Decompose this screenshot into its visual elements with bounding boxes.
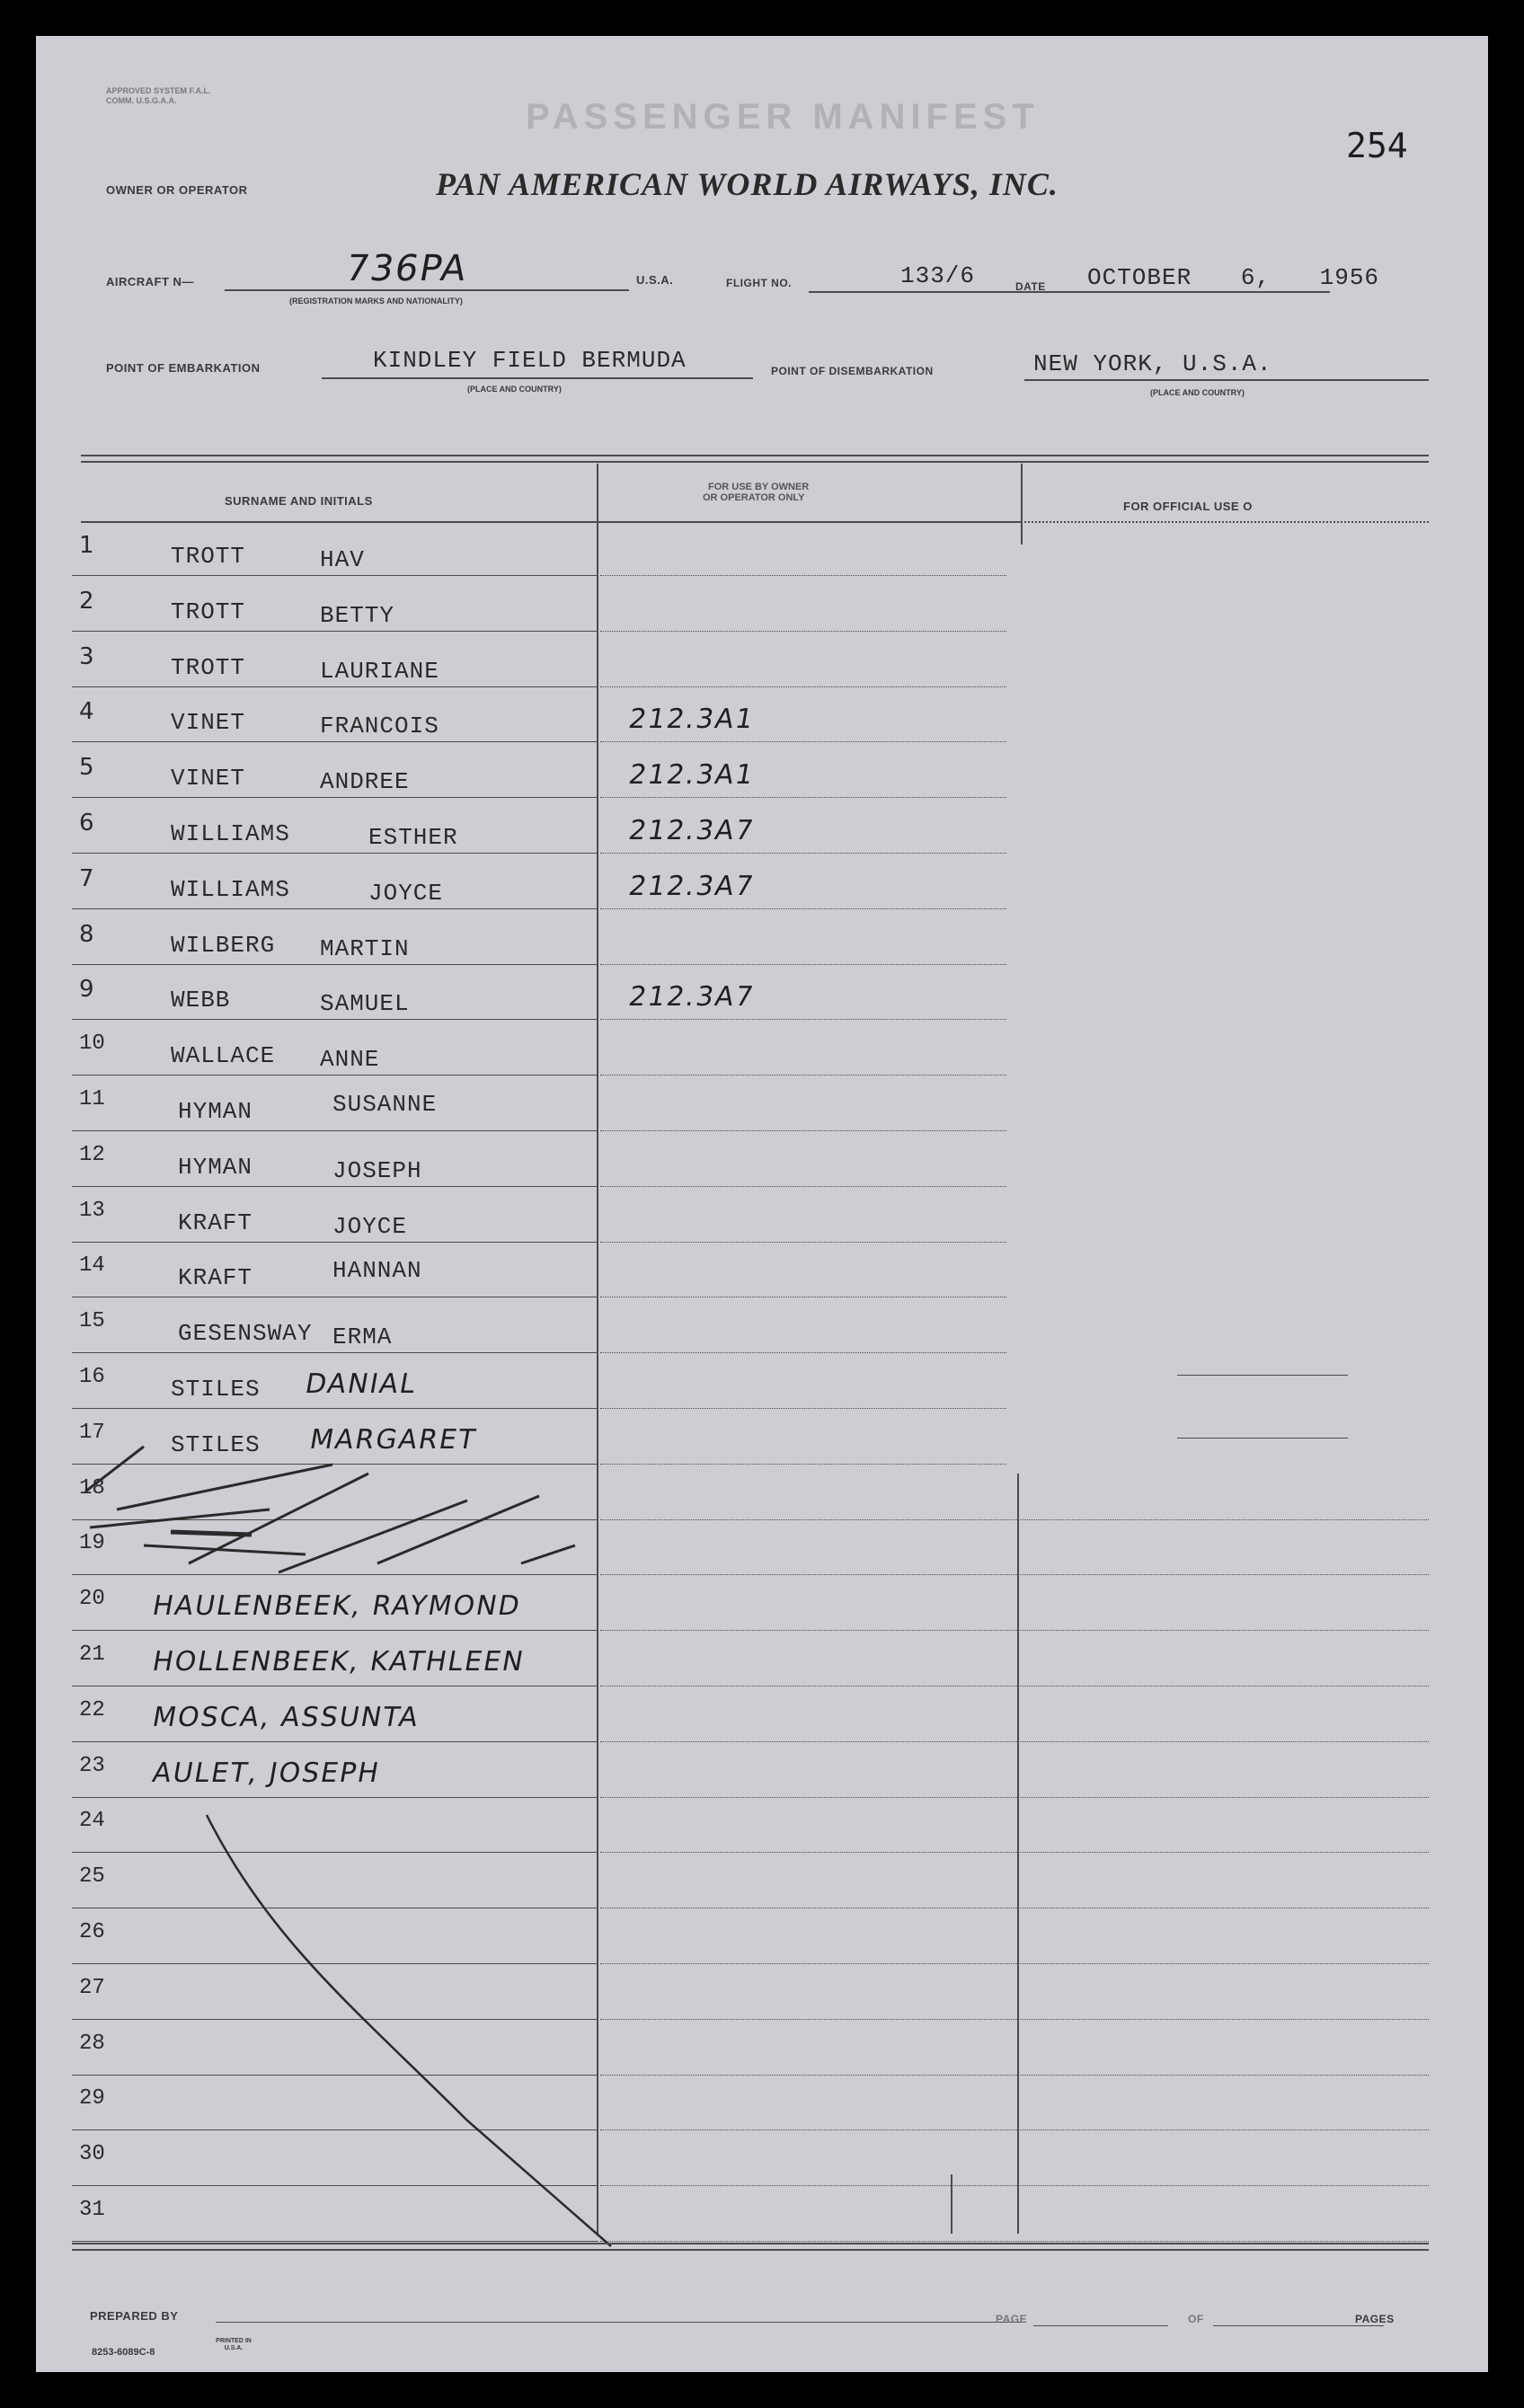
row-number: 26 <box>79 1920 105 1944</box>
row-number: 6 <box>79 810 94 837</box>
embark-sublabel: (PLACE AND COUNTRY) <box>467 385 562 394</box>
passenger-surname: HYMAN <box>178 1153 253 1181</box>
row-number: 19 <box>79 1531 105 1556</box>
passenger-given-name: MARGARET <box>306 1423 480 1456</box>
passenger-given-name: ANDREE <box>320 768 410 796</box>
page-number: 254 <box>1346 126 1408 165</box>
cancel-strokes <box>36 36 1488 2372</box>
passenger-surname: TROTT <box>171 543 246 570</box>
passenger-surname: VINET <box>171 765 246 792</box>
passenger-given-name: ANNE <box>320 1046 380 1074</box>
aircraft-value: 736PA <box>341 248 472 289</box>
col-surname-header: SURNAME AND INITIALS <box>225 494 373 508</box>
usa-label: U.S.A. <box>636 273 674 287</box>
row-number: 25 <box>79 1864 105 1890</box>
row-number: 9 <box>79 976 94 1004</box>
row-number: 3 <box>79 642 94 670</box>
row-number: 11 <box>79 1087 105 1111</box>
passenger-given-name: JOYCE <box>368 879 444 907</box>
row-number: 18 <box>79 1475 105 1501</box>
passenger-given-name: DANIAL <box>302 1368 420 1400</box>
passenger-given-name: SUSANNE <box>332 1091 438 1118</box>
passenger-surname: WEBB <box>171 987 231 1014</box>
passenger-given-name: JOYCE <box>332 1212 408 1240</box>
passenger-surname: HYMAN <box>178 1098 253 1125</box>
passenger-surname: TROTT <box>171 598 246 625</box>
row-number: 4 <box>79 698 94 726</box>
prepared-by-label: PREPARED BY <box>90 2309 179 2323</box>
passenger-surname: KRAFT <box>178 1264 253 1292</box>
passenger-given-name: ERMA <box>332 1324 393 1351</box>
owner-value: PAN AMERICAN WORLD AIRWAYS, INC. <box>436 166 1059 202</box>
passenger-given-name: BETTY <box>320 601 395 629</box>
row-number: 8 <box>79 920 94 948</box>
col-official-header: FOR OFFICIAL USE O <box>1123 500 1253 513</box>
passenger-surname: KRAFT <box>178 1208 253 1236</box>
passenger-surname: WILLIAMS <box>171 875 290 903</box>
row-number: 1 <box>79 532 94 559</box>
passenger-given-name: HAV <box>320 546 365 573</box>
row-number: 12 <box>79 1142 105 1167</box>
row-number: 31 <box>79 2198 105 2222</box>
row-number: 5 <box>79 754 94 782</box>
row-number: 27 <box>79 1975 105 2000</box>
row-number: 29 <box>79 2086 105 2111</box>
row-number: 2 <box>79 587 94 615</box>
row-number: 30 <box>79 2142 105 2167</box>
disembark-label: POINT OF DISEMBARKATION <box>771 365 934 377</box>
printer-stamp: PRINTED IN U.S.A. <box>216 2338 252 2351</box>
passenger-given-name: JOSEPH <box>332 1156 422 1184</box>
col-operator-header-1: FOR USE BY OWNER <box>708 482 810 492</box>
row-number: 24 <box>79 1809 105 1834</box>
aircraft-label: AIRCRAFT N— <box>106 275 194 288</box>
operator-code: 212.3A1 <box>625 704 758 736</box>
operator-code: 212.3A7 <box>625 870 758 902</box>
flight-number: 133/6 <box>900 262 976 289</box>
embark-value: KINDLEY FIELD BERMUDA <box>373 347 687 374</box>
passenger-surname: WILLIAMS <box>171 820 290 847</box>
row-number: 16 <box>79 1365 105 1389</box>
col-operator-header-2: OR OPERATOR ONLY <box>703 492 805 503</box>
row-number: 22 <box>79 1697 105 1722</box>
passenger-surname: TROTT <box>171 653 246 681</box>
row-number: 10 <box>79 1031 105 1057</box>
passenger-given-name: HANNAN <box>332 1257 422 1285</box>
flight-label: FLIGHT NO. <box>726 277 792 289</box>
operator-code: 212.3A7 <box>625 981 758 1014</box>
row-number: 20 <box>79 1587 105 1612</box>
row-number: 15 <box>79 1309 105 1334</box>
manifest-sheet <box>36 36 1488 2372</box>
row-number: 23 <box>79 1753 105 1778</box>
operator-code: 212.3A7 <box>625 815 758 846</box>
aircraft-sublabel: (REGISTRATION MARKS AND NATIONALITY) <box>289 297 463 305</box>
passenger-surname: HOLLENBEEK, KATHLEEN <box>149 1646 527 1678</box>
passenger-surname: GESENSWAY <box>178 1320 313 1348</box>
passenger-given-name: LAURIANE <box>320 657 439 685</box>
passenger-surname: HAULENBEEK, RAYMOND <box>149 1590 524 1623</box>
row-number: 21 <box>79 1642 105 1667</box>
date-label: DATE <box>1015 280 1046 293</box>
disembark-value: NEW YORK, U.S.A. <box>1033 350 1272 377</box>
passenger-given-name: FRANCOIS <box>320 713 439 740</box>
passenger-given-name: SAMUEL <box>320 990 410 1018</box>
embark-label: POINT OF EMBARKATION <box>106 361 261 375</box>
flight-date: OCTOBER 6, 1956 <box>1087 264 1380 291</box>
passenger-given-name: MARTIN <box>320 934 410 962</box>
passenger-surname: STILES <box>171 1430 261 1458</box>
form-number: 8253-6089C-8 <box>92 2347 155 2358</box>
form-title: PASSENGER MANIFEST <box>526 97 1040 137</box>
passenger-surname: WILBERG <box>171 931 276 959</box>
row-number: 28 <box>79 2031 105 2056</box>
disembark-sublabel: (PLACE AND COUNTRY) <box>1150 388 1245 397</box>
passenger-given-name: ESTHER <box>368 824 458 851</box>
owner-label: OWNER OR OPERATOR <box>106 183 248 197</box>
of-label: OF <box>1188 2313 1204 2325</box>
passenger-surname: STILES <box>171 1376 261 1403</box>
row-number: 13 <box>79 1198 105 1223</box>
passenger-surname: VINET <box>171 709 246 737</box>
pages-label: PAGES <box>1355 2313 1395 2325</box>
row-number: 17 <box>79 1420 105 1445</box>
row-number: 14 <box>79 1253 105 1279</box>
passenger-surname: MOSCA, ASSUNTA <box>149 1701 422 1733</box>
operator-code: 212.3A1 <box>625 759 758 792</box>
approval-stamp: APPROVED SYSTEM F.A.L. COMM. U.S.G.A.A. <box>106 86 211 105</box>
row-number: 7 <box>79 864 94 892</box>
passenger-surname: AULET, JOSEPH <box>149 1757 383 1789</box>
page-label: PAGE <box>996 2313 1028 2325</box>
passenger-surname: WALLACE <box>171 1042 276 1070</box>
